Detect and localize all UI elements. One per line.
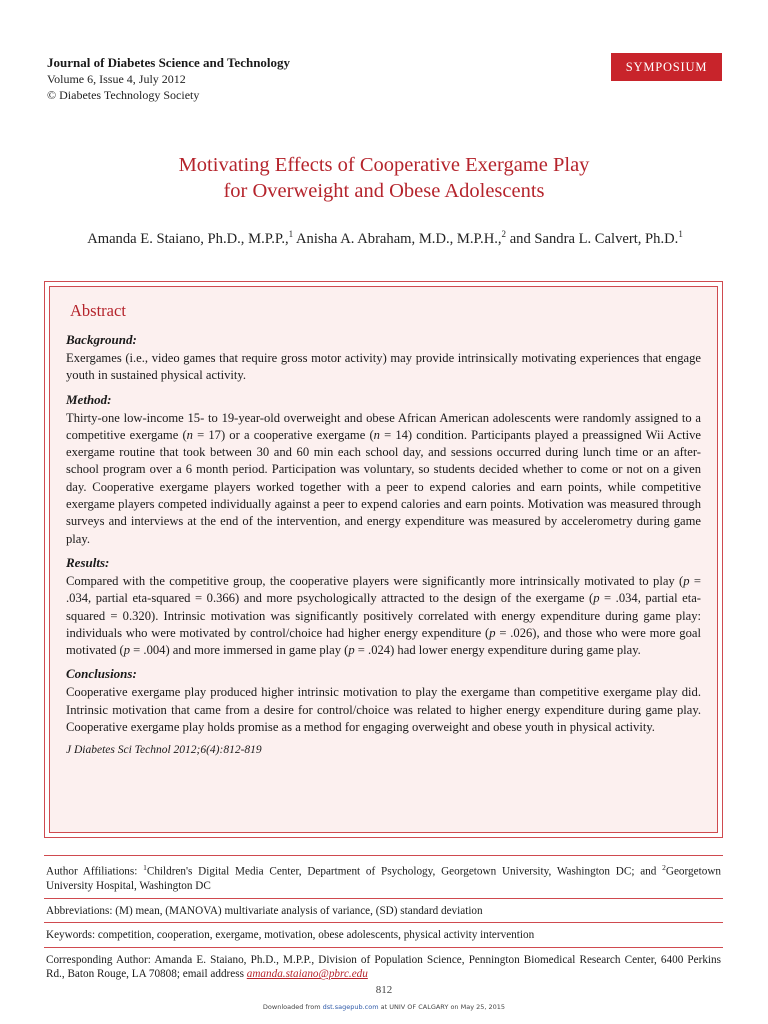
journal-name: Journal of Diabetes Science and Technology — [47, 55, 291, 70]
article-title-line-2: for Overweight and Obese Adolescents — [223, 180, 545, 202]
download-note: Downloaded from dst.sagepub.com at UNIV OF CALGARY on May 25, 2015 — [262, 1003, 506, 1011]
conclusions-heading: Conclusions: — [66, 666, 137, 682]
corresponding-author: Corresponding Author: Amanda E. Staiano, Ph.D., M.P.P., Division of Population Science, Pennington Biomedical Research Center, 6400 Perkins Rd., Baton Rouge, LA 70808; email address amanda.staiano@pbrc.edu — [44, 947, 723, 986]
journal-copyright: © Diabetes Technology Society — [47, 88, 200, 102]
method-text: Thirty-one low-income 15- to 19-year-old overweight and obese African American adolescents were randomly assigned to a competitive exergame (n = 17) or a cooperative exergame (n = 14) condition. Participants played a preassigned Wii Active exergame routine that took between 30 and 60 min each school day, and sessions occurred during lunch time or an after-school program over a 6 month period. Participation was voluntary, so students decided whether to come or not on a given day. Cooperative exergame players worked together with a peer to expend calories and earn points, while competitive exergame players competed individually against a peer to expend calories and earn points. Motivation was measured through surveys and interviews at the end of the intervention, and energy expenditure was measured by accelerometry during game play. — [66, 410, 701, 546]
keywords: Keywords: competition, cooperation, exergame, motivation, obese adolescents, physical activity intervention — [44, 922, 723, 947]
citation: J Diabetes Sci Technol 2012;6(4):812-819 — [66, 744, 262, 757]
background-text: Exergames (i.e., video games that require gross motor activity) may provide intrinsically motivating experiences that engage youth in sustained physical activity. — [66, 351, 701, 383]
author-calvert: and Sandra L. Calvert, Ph.D. — [506, 230, 679, 247]
abstract-box — [44, 281, 723, 838]
symposium-badge: SYMPOSIUM — [611, 53, 722, 81]
email-link[interactable]: amanda.staiano@pbrc.edu — [246, 968, 368, 981]
footnotes — [44, 855, 723, 986]
background-heading: Background: — [66, 332, 137, 347]
results-text: Compared with the competitive group, the cooperative players were significantly more intrinsically motivated to play (p = .034, partial eta-squared = 0.366) and more psychologically attracted to the design of the exergame (p = .034, partial eta-squared = 0.320). Intrinsic motivation was significantly positively correlated with energy expenditure during game play: individuals who were motivated by control/choice had higher energy expenditure (p = .026), and those who were more goal motivated (p = .004) and more immersed in game play (p = .024) had lower energy expenditure during game play. — [66, 573, 701, 658]
method-heading: Method: — [66, 391, 112, 407]
abstract-panel — [49, 286, 718, 833]
author-affiliations: Author Affiliations: $^1$Children's Digital Media Center, Department of Psychology, Georgetown University, Washington DC; and $^2$Georgetown University Hospital, Washington DC — [44, 855, 723, 898]
abstract-heading: Abstract — [70, 301, 126, 320]
author-list — [47, 224, 723, 249]
article-title-line-1: Motivating Effects of Cooperative Exergame Play — [178, 154, 590, 176]
abbreviations: Abbreviations: (M) mean, (MANOVA) multivariate analysis of variance, (SD) standard deviation — [44, 898, 723, 923]
conclusions-text: Cooperative exergame play produced higher intrinsic motivation to play the exergame than competitive exergame play did. Intrinsic motivation that came from a desire for control/choice was related to higher energy expenditure during game play. Cooperative exergame play holds promise as a method for engaging overweight and obese youth in physical activity. — [66, 685, 701, 735]
author-staiano: Amanda E. Staiano, Ph.D., M.P.P., — [87, 230, 289, 247]
page-number: 812 — [375, 984, 393, 996]
journal-header — [47, 54, 607, 103]
results-heading: Results: — [66, 554, 110, 570]
author-staiano-affiliation: 1 — [288, 229, 294, 239]
author-abraham-affiliation: 2 — [501, 229, 507, 239]
article-title — [0, 152, 768, 204]
author-abraham: Anisha A. Abraham, M.D., M.P.H., — [293, 230, 502, 247]
journal-issue: Volume 6, Issue 4, July 2012 — [47, 72, 186, 86]
download-site-link[interactable]: dst.sagepub.com — [322, 1003, 379, 1011]
author-calvert-affiliation: 1 — [678, 229, 683, 239]
